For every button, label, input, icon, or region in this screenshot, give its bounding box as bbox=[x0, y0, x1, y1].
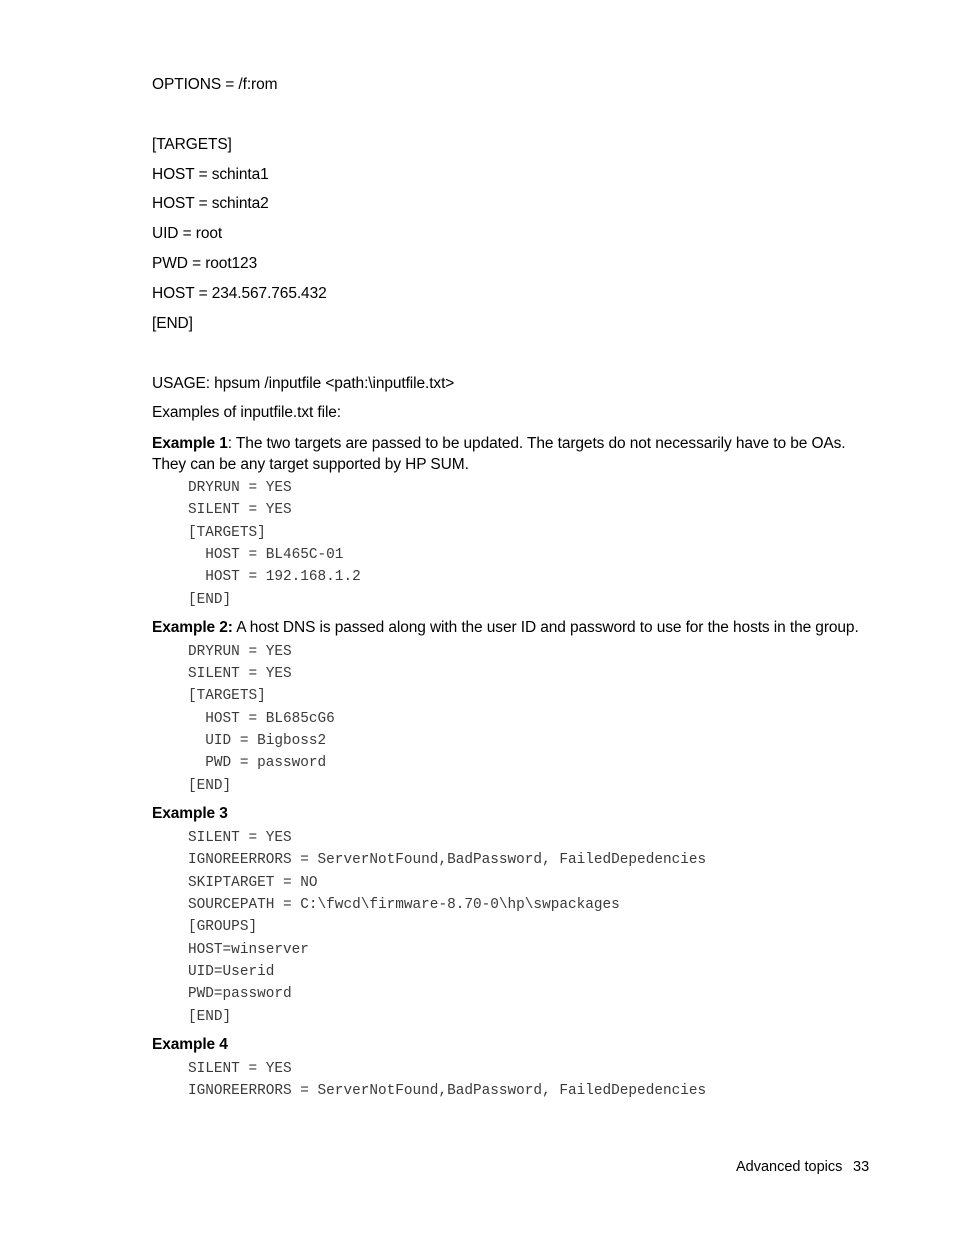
code-line: SKIPTARGET = NO bbox=[188, 875, 318, 891]
config-host-line: HOST = schinta1 bbox=[152, 166, 269, 183]
example-1-heading: Example 1 bbox=[152, 435, 228, 452]
config-host-line: HOST = 234.567.765.432 bbox=[152, 285, 327, 302]
code-line: HOST = BL685cG6 bbox=[188, 711, 335, 727]
code-line: [END] bbox=[188, 592, 232, 608]
code-line: SILENT = YES bbox=[188, 1061, 292, 1077]
code-line: [TARGETS] bbox=[188, 688, 266, 704]
code-line: [TARGETS] bbox=[188, 525, 266, 541]
example-4-heading: Example 4 bbox=[152, 1036, 228, 1053]
examples-intro: Examples of inputfile.txt file: bbox=[152, 404, 342, 421]
example-1-description: : The two targets are passed to be updated. The targets do not necessarily have to be OAs. They can be any target supported by HP SUM. bbox=[152, 435, 846, 473]
example-2-heading: Example 2: bbox=[152, 619, 233, 636]
config-host-line: HOST = schinta2 bbox=[152, 195, 269, 212]
code-line: IGNOREERRORS = ServerNotFound,BadPassword, FailedDepedencies bbox=[188, 852, 707, 868]
example-3-heading: Example 3 bbox=[152, 805, 228, 822]
example-2-paragraph bbox=[152, 618, 859, 638]
example-1-paragraph bbox=[152, 433, 877, 475]
code-line: HOST = 192.168.1.2 bbox=[188, 569, 361, 585]
code-line: [GROUPS] bbox=[188, 919, 258, 935]
usage-line: USAGE: hpsum /inputfile <path:\inputfile.txt> bbox=[152, 375, 455, 392]
config-options-line: OPTIONS = /f:rom bbox=[152, 76, 278, 93]
code-line: [END] bbox=[188, 1009, 232, 1025]
code-line: SILENT = YES bbox=[188, 830, 292, 846]
code-line: PWD = password bbox=[188, 755, 327, 771]
code-line: [END] bbox=[188, 778, 232, 794]
code-line: HOST=winserver bbox=[188, 942, 309, 958]
code-line: PWD=password bbox=[188, 986, 292, 1002]
code-line: DRYRUN = YES bbox=[188, 644, 292, 660]
code-line: UID = Bigboss2 bbox=[188, 733, 327, 749]
example-2-description: A host DNS is passed along with the user ID and password to use for the hosts in the group. bbox=[232, 619, 859, 636]
footer-page-number: 33 bbox=[853, 1159, 870, 1175]
code-line: SOURCEPATH = C:\fwcd\firmware-8.70-0\hp\swpackages bbox=[188, 897, 620, 913]
code-line: DRYRUN = YES bbox=[188, 480, 292, 496]
code-line: HOST = BL465C-01 bbox=[188, 547, 344, 563]
code-line: IGNOREERRORS = ServerNotFound,BadPassword, FailedDepedencies bbox=[188, 1083, 707, 1099]
code-line: SILENT = YES bbox=[188, 502, 292, 518]
footer-section-title: Advanced topics bbox=[736, 1159, 843, 1175]
config-uid-line: UID = root bbox=[152, 225, 223, 242]
code-line: UID=Userid bbox=[188, 964, 275, 980]
code-line: SILENT = YES bbox=[188, 666, 292, 682]
config-pwd-line: PWD = root123 bbox=[152, 255, 258, 272]
config-targets-open: [TARGETS] bbox=[152, 136, 232, 153]
config-end-line: [END] bbox=[152, 315, 193, 332]
